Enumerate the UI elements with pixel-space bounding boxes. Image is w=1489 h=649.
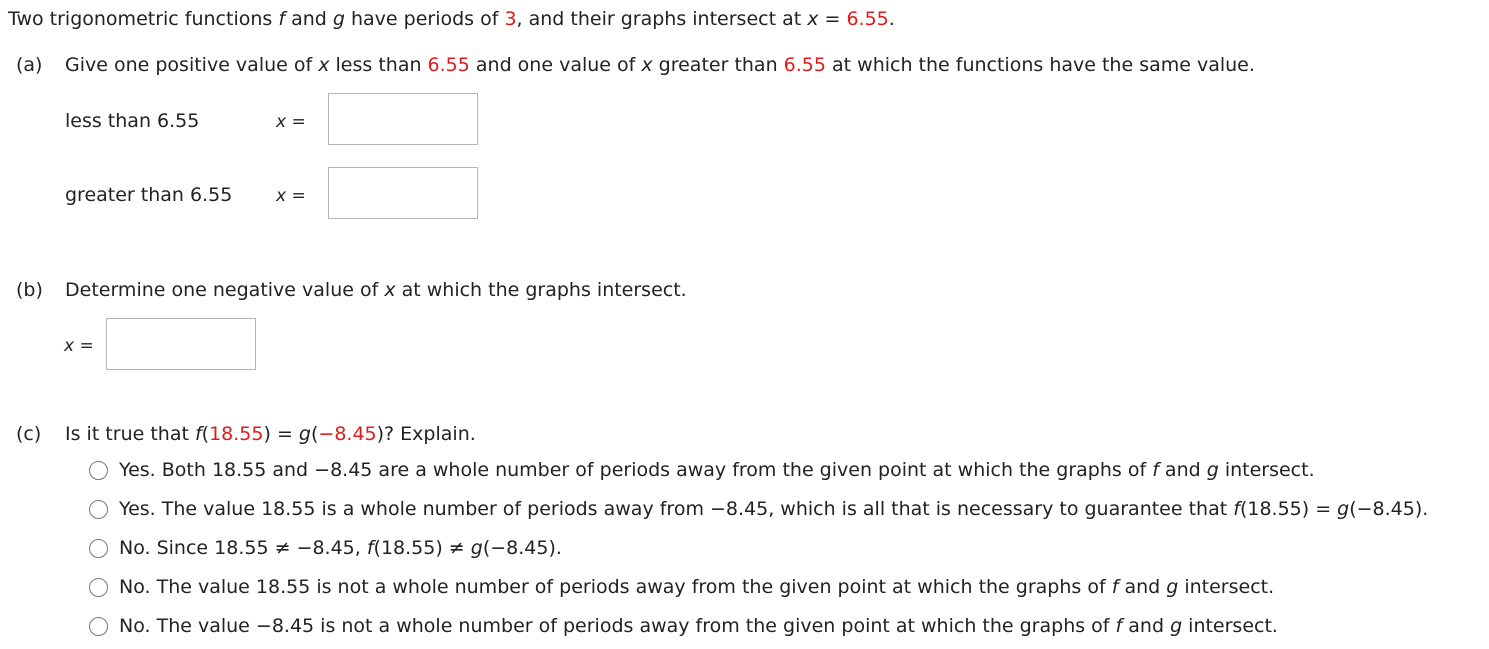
option-3-radio[interactable] bbox=[89, 539, 108, 558]
option-4-radio[interactable] bbox=[89, 578, 108, 597]
function-f: f bbox=[278, 8, 286, 30]
x-equals-label: x = bbox=[276, 186, 306, 206]
option-4-text[interactable]: No. The value 18.55 is not a whole number of periods away from the given point at which the graphs of f and g intersect. bbox=[119, 576, 1275, 598]
option-1-text[interactable]: Yes. Both 18.55 and −8.45 are a whole number of periods away from the given point at which the graphs of f and g intersect. bbox=[119, 459, 1315, 481]
option-3-text[interactable]: No. Since 18.55 ≠ −8.45, f(18.55) ≠ g(−8.45). bbox=[119, 537, 562, 559]
less-than-answer-input[interactable] bbox=[328, 93, 478, 145]
function-g: g bbox=[332, 8, 345, 30]
x-equals-label: x = bbox=[276, 112, 306, 132]
option-2-text[interactable]: Yes. The value 18.55 is a whole number of periods away from −8.45, which is all that is necessary to guarantee that f(18.55) = g(−8.45). bbox=[119, 498, 1429, 520]
negative-answer-input[interactable] bbox=[106, 318, 256, 370]
greater-than-answer-input[interactable] bbox=[328, 167, 478, 219]
less-than-label: less than 6.55 bbox=[65, 110, 200, 132]
option-1-radio[interactable] bbox=[89, 461, 108, 480]
greater-than-label: greater than 6.55 bbox=[65, 184, 233, 206]
option-2-radio[interactable] bbox=[89, 500, 108, 519]
x-equals-label: x = bbox=[64, 336, 94, 356]
part-a-label: (a) bbox=[16, 54, 43, 76]
period-value: 3 bbox=[504, 8, 517, 30]
problem-intro: Two trigonometric functions f and g have periods of 3, and their graphs intersect at x = 6.55. bbox=[8, 8, 895, 30]
option-5-radio[interactable] bbox=[89, 617, 108, 636]
option-5-text[interactable]: No. The value −8.45 is not a whole number of periods away from the given point at which the graphs of f and g intersect. bbox=[119, 615, 1278, 637]
intersection-value: 6.55 bbox=[846, 8, 889, 30]
part-c-label: (c) bbox=[16, 423, 42, 445]
part-b-label: (b) bbox=[16, 279, 43, 301]
